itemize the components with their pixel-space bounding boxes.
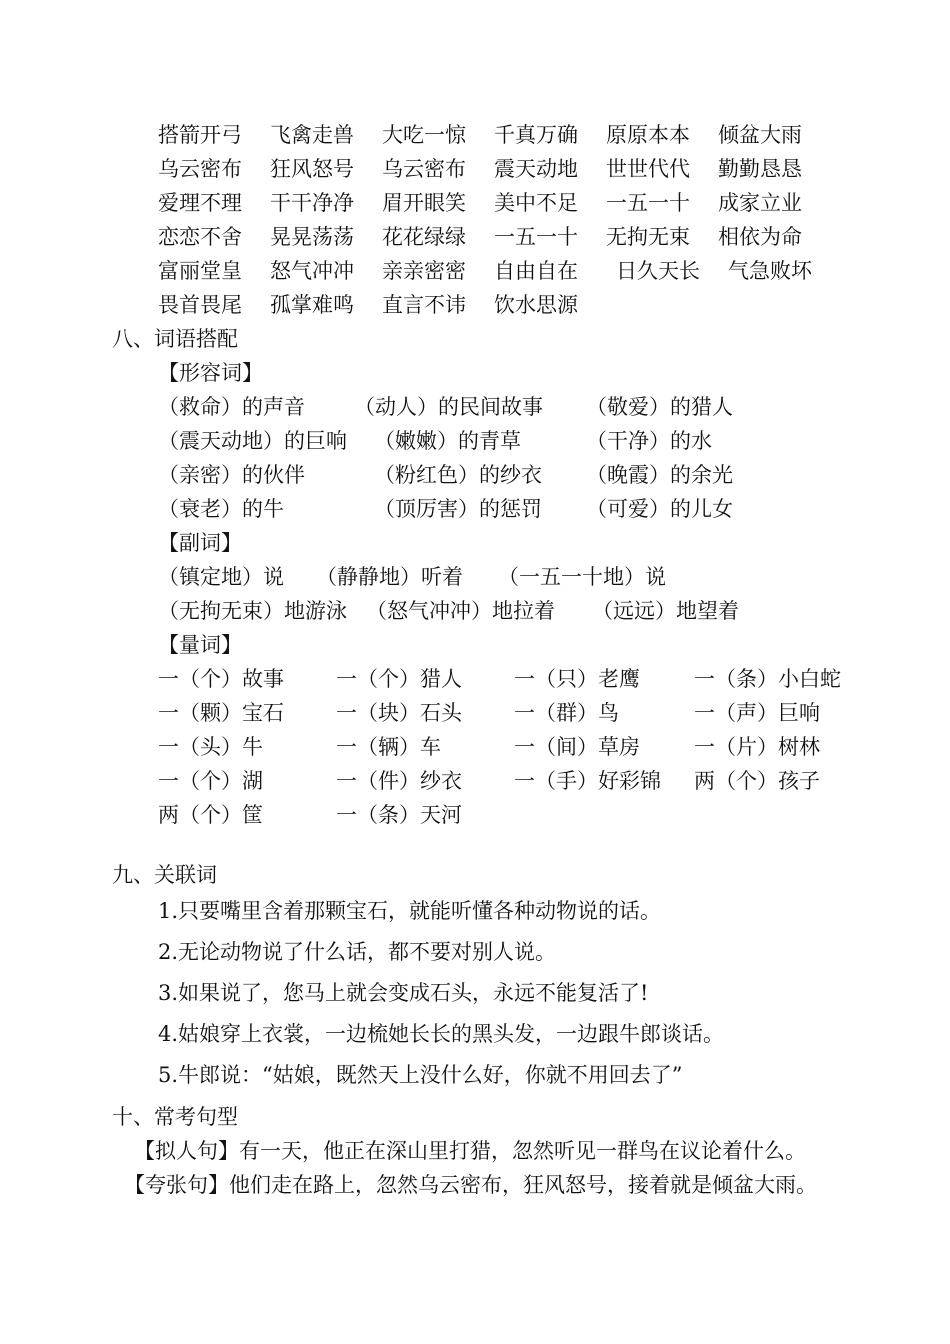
idiom: 飞禽走兽	[270, 123, 354, 147]
idiom: 乌云密布	[158, 157, 242, 181]
idiom: 美中不足	[494, 191, 578, 215]
idiom: 世世代代	[606, 157, 690, 181]
phrase: （敬爱）的猎人	[586, 395, 733, 419]
numbered-sentence: 2.无论动物说了什么话，都不要对别人说。	[158, 940, 557, 964]
phrase: （远远）地望着	[592, 599, 739, 623]
phrase: 一（只）老鹰	[514, 667, 640, 691]
idiom: 眉开眼笑	[382, 191, 466, 215]
phrase: （衰老）的牛	[158, 497, 284, 521]
phrase: 一（声）巨响	[694, 701, 820, 725]
idiom: 无拘无束	[606, 225, 690, 249]
subsection-heading: 【副词】	[158, 531, 242, 555]
phrase: 一（件）纱衣	[336, 769, 462, 793]
idiom: 自由自在	[494, 259, 578, 283]
pattern-text: 有一天，他正在深山里打猎，忽然听见一群鸟在议论着什么。	[239, 1139, 806, 1163]
idiom: 孤掌难鸣	[270, 293, 354, 317]
phrase: 一（群）鸟	[514, 701, 619, 725]
idiom: 搭箭开弓	[158, 123, 242, 147]
phrase: 一（块）石头	[336, 701, 462, 725]
idiom: 大吃一惊	[382, 123, 466, 147]
phrase: （救命）的声音	[158, 395, 305, 419]
idiom: 畏首畏尾	[158, 293, 242, 317]
phrase: （嫩嫩）的青草	[374, 429, 521, 453]
phrase: （怒气冲冲）地拉着	[366, 599, 555, 623]
phrase: （亲密）的伙伴	[158, 463, 305, 487]
pattern-label: 【夸张句】	[124, 1173, 229, 1197]
idiom: 一五一十	[494, 225, 578, 249]
phrase: 一（个）故事	[158, 667, 284, 691]
idiom: 怒气冲冲	[270, 259, 354, 283]
phrase: 一（头）牛	[158, 735, 263, 759]
phrase: （晚霞）的余光	[586, 463, 733, 487]
subsection-heading: 【量词】	[158, 633, 242, 657]
idiom: 日久天长	[616, 259, 700, 283]
subsection-heading: 【形容词】	[158, 361, 263, 385]
idiom: 花花绿绿	[382, 225, 466, 249]
pattern-label: 【拟人句】	[134, 1139, 239, 1163]
idiom: 气急败坏	[728, 259, 812, 283]
sentence-pattern-personification	[134, 1134, 806, 1168]
phrase: （无拘无束）地游泳	[158, 599, 347, 623]
section-heading: 九、关联词	[112, 863, 217, 887]
phrase: 一（个）猎人	[336, 667, 462, 691]
phrase: （顶厉害）的惩罚	[374, 497, 542, 521]
numbered-sentence: 1.只要嘴里含着那颗宝石，就能听懂各种动物说的话。	[158, 899, 662, 923]
phrase: （动人）的民间故事	[354, 395, 543, 419]
idiom: 倾盆大雨	[718, 123, 802, 147]
phrase: （可爱）的儿女	[586, 497, 733, 521]
phrase: 一（辆）车	[336, 735, 441, 759]
phrase: 一（手）好彩锦	[514, 769, 661, 793]
idiom: 干干净净	[270, 191, 354, 215]
phrase: 一（条）天河	[336, 803, 462, 827]
phrase: （干净）的水	[586, 429, 712, 453]
section-heading: 八、词语搭配	[112, 327, 238, 351]
idiom: 直言不讳	[382, 293, 466, 317]
phrase: （粉红色）的纱衣	[374, 463, 542, 487]
idiom: 富丽堂皇	[158, 259, 242, 283]
pattern-text: 他们走在路上，忽然乌云密布，狂风怒号，接着就是倾盆大雨。	[229, 1173, 817, 1197]
idiom: 千真万确	[494, 123, 578, 147]
phrase: 一（颗）宝石	[158, 701, 284, 725]
numbered-sentence: 3.如果说了，您马上就会变成石头，永远不能复活了!	[158, 981, 649, 1005]
idiom: 晃晃荡荡	[270, 225, 354, 249]
phrase: 两（个）孩子	[694, 769, 820, 793]
phrase: 一（片）树林	[694, 735, 820, 759]
idiom: 勤勤恳恳	[718, 157, 802, 181]
phrase: （震天动地）的巨响	[158, 429, 347, 453]
numbered-sentence: 4.姑娘穿上衣裳，一边梳她长长的黑头发，一边跟牛郎谈话。	[158, 1022, 725, 1046]
sentence-pattern-hyperbole	[124, 1168, 817, 1202]
phrase: 一（条）小白蛇	[694, 667, 841, 691]
idiom: 原原本本	[606, 123, 690, 147]
idiom: 震天动地	[494, 157, 578, 181]
idiom: 一五一十	[606, 191, 690, 215]
phrase: （一五一十地）说	[498, 565, 666, 589]
idiom: 恋恋不舍	[158, 225, 242, 249]
idiom: 相依为命	[718, 225, 802, 249]
phrase: 一（间）草房	[514, 735, 640, 759]
idiom: 爱理不理	[158, 191, 242, 215]
idiom: 亲亲密密	[382, 259, 466, 283]
idiom: 狂风怒号	[270, 157, 354, 181]
idiom: 乌云密布	[382, 157, 466, 181]
idiom: 饮水思源	[494, 293, 578, 317]
numbered-sentence: 5.牛郎说：“姑娘，既然天上没什么好，你就不用回去了”	[158, 1063, 683, 1087]
section-heading: 十、常考句型	[112, 1105, 238, 1129]
phrase: 两（个）筐	[158, 803, 263, 827]
phrase: 一（个）湖	[158, 769, 263, 793]
phrase: （静静地）听着	[316, 565, 463, 589]
phrase: （镇定地）说	[158, 565, 284, 589]
idiom: 成家立业	[718, 191, 802, 215]
